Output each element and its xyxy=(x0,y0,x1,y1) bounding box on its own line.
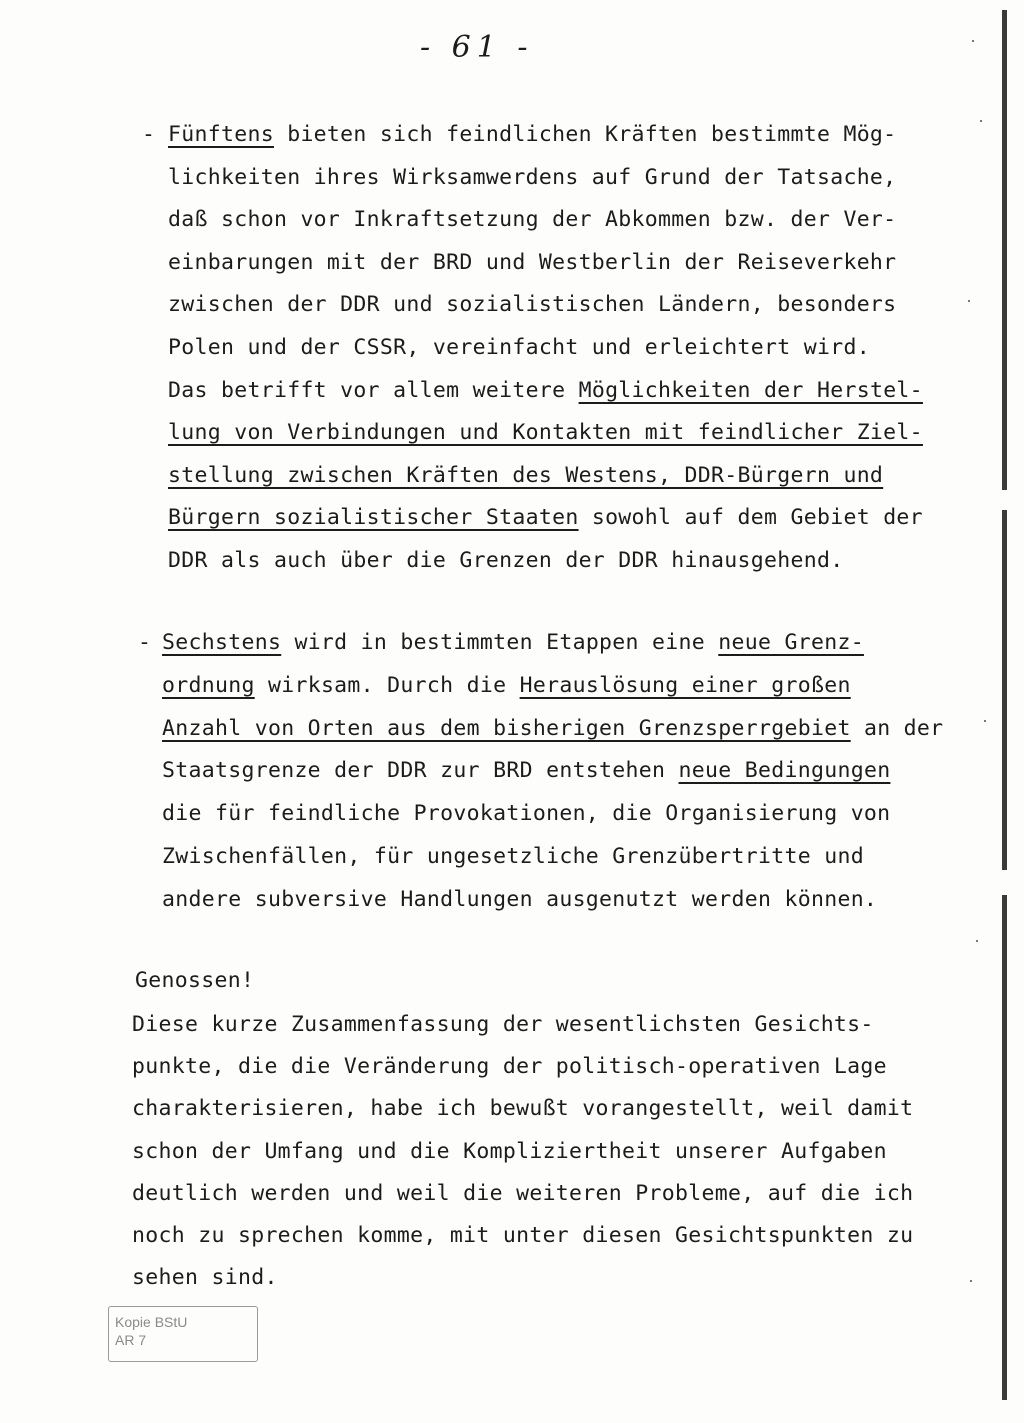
text-segment: lichkeiten ihres Wirksamwerdens auf Grund der Tatsache, xyxy=(168,164,897,190)
text-line xyxy=(168,505,923,530)
text-segment: die für feindliche Provokationen, die Organisierung von xyxy=(162,801,891,827)
underlined-text: lung von Verbindungen und Kontakten mit feindlicher Ziel- xyxy=(168,420,923,446)
text-line xyxy=(168,335,870,360)
text-segment: einbarungen mit der BRD und Westberlin der Reiseverkehr xyxy=(168,249,897,275)
salutation: Genossen! xyxy=(135,968,255,993)
text-segment: wirksam. Durch die xyxy=(254,672,520,698)
text-line xyxy=(168,122,896,147)
underlined-text: stellung zwischen Kräften des Westens, DDR-Bürgern und xyxy=(168,462,884,488)
text-line xyxy=(168,250,896,275)
text-line: charakterisieren, habe ich bewußt vorangestellt, weil damit xyxy=(132,1096,914,1122)
underlined-text: Herauslösung einer großen xyxy=(519,672,851,698)
text-segment: Zwischenfällen, für ungesetzliche Grenzübertritte und xyxy=(162,844,864,869)
text-line: schon der Umfang und die Kompliziertheit unserer Aufgaben xyxy=(132,1138,887,1164)
text-segment: DDR als auch über die Grenzen der DDR hinausgehend. xyxy=(168,548,844,573)
text-line xyxy=(168,207,896,232)
stamp-line-1: Kopie BStU xyxy=(115,1314,188,1330)
scan-edge-artifact xyxy=(962,0,1024,1423)
underlined-text: ordnung xyxy=(162,672,255,698)
text-line xyxy=(162,887,877,912)
text-line xyxy=(168,463,883,488)
underlined-text: Anzahl von Orten aus dem bisherigen Grenzsperrgebiet xyxy=(162,715,851,741)
underlined-text: Möglichkeiten der Herstel- xyxy=(578,377,923,403)
text-line xyxy=(168,165,896,190)
text-segment: daß schon vor Inkraftsetzung der Abkommen bzw. der Ver- xyxy=(168,207,897,233)
text-segment: andere subversive Handlungen ausgenutzt werden können. xyxy=(162,886,878,912)
text-segment: an der xyxy=(850,715,944,741)
stamp-line-2: AR 7 xyxy=(115,1332,147,1348)
list-dash: - xyxy=(142,122,155,147)
text-line: Diese kurze Zusammenfassung der wesentlichsten Gesichts- xyxy=(132,1012,874,1037)
text-segment: Staatsgrenze der DDR zur BRD entstehen xyxy=(162,758,679,784)
underlined-text: neue Grenz- xyxy=(718,630,864,655)
text-segment: bieten sich feindlichen Kräften bestimmte Mög- xyxy=(273,122,897,147)
underlined-text: Fünftens xyxy=(168,122,274,147)
text-segment: Das betrifft vor allem weitere xyxy=(168,377,579,403)
underlined-text: Sechstens xyxy=(162,630,282,655)
underlined-text: Bürgern sozialistischer Staaten xyxy=(168,505,579,531)
text-line xyxy=(168,548,843,573)
page-number: - 61 - xyxy=(420,30,534,65)
underlined-text: neue Bedingungen xyxy=(678,758,891,784)
text-line: punkte, die die Veränderung der politisch-operativen Lage xyxy=(132,1054,887,1080)
archive-stamp xyxy=(108,1306,258,1362)
text-line: noch zu sprechen komme, mit unter diesen Gesichtspunkten zu xyxy=(132,1223,914,1248)
text-line xyxy=(168,420,923,445)
text-segment: Polen und der CSSR, vereinfacht und erleichtert wird. xyxy=(168,335,870,360)
text-line xyxy=(168,378,923,403)
text-line: deutlich werden und weil die weiteren Probleme, auf die ich xyxy=(132,1180,914,1206)
text-line: sehen sind. xyxy=(132,1265,278,1291)
text-segment: wird in bestimmten Etappen eine xyxy=(281,630,719,655)
text-line xyxy=(168,292,896,317)
list-dash: - xyxy=(138,630,151,655)
text-segment: sowohl auf dem Gebiet der xyxy=(578,505,923,531)
text-segment: zwischen der DDR und sozialistischen Ländern, besonders xyxy=(168,292,897,318)
